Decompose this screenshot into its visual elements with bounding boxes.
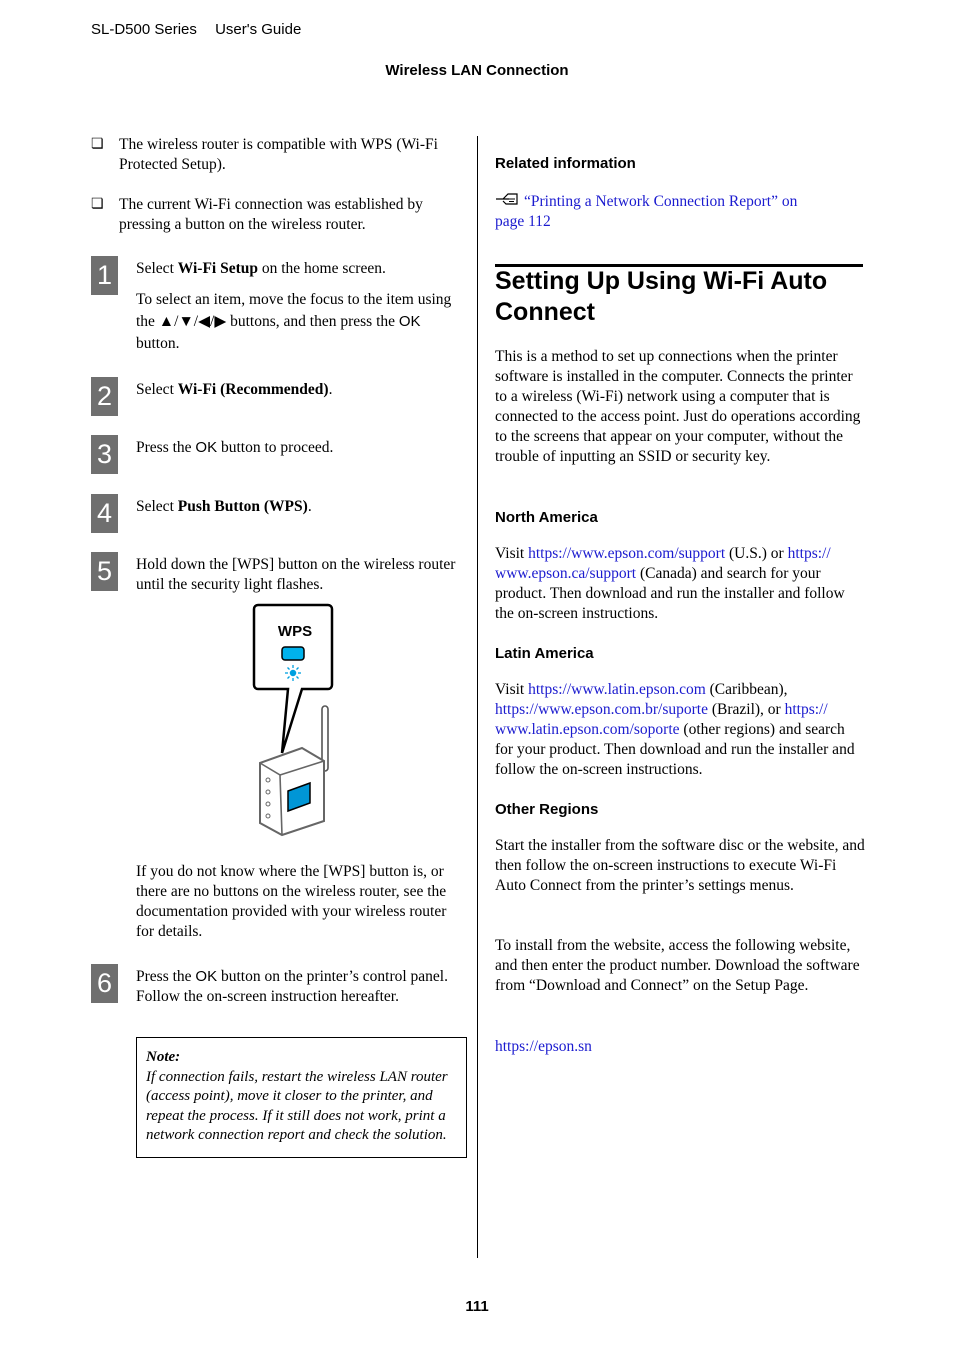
related-link[interactable]: “Printing a Network Connection Report” on page 112 — [495, 193, 798, 230]
epson-ca-link[interactable]: https:// www.epson.ca/support — [495, 545, 831, 582]
section-title: Wireless LAN Connection — [385, 62, 569, 79]
epson-latin-soporte-link[interactable]: https:// www.latin.epson.com/soporte — [495, 701, 828, 738]
epson-latin-link[interactable]: https://www.latin.epson.com — [528, 681, 706, 698]
wps-router-illustration — [250, 603, 340, 838]
step-text: Select Push Button (WPS). — [136, 498, 312, 515]
step-number: 6 — [91, 964, 118, 1003]
checkbox-text: The wireless router is compatible with WPS (Wi-Fi Protected Setup). — [119, 136, 438, 173]
ok-button-glyph: OK — [398, 313, 421, 330]
column-divider — [477, 136, 478, 1258]
page-number: 111 — [465, 1298, 489, 1315]
step-text: Select Wi-Fi Setup on the home screen. — [136, 260, 386, 277]
related-info-title: Related information — [495, 155, 636, 172]
ok-button-glyph: OK — [195, 439, 218, 456]
step-number: 2 — [91, 377, 118, 416]
latin-america-title: Latin America — [495, 645, 594, 662]
checkbox-text: The current Wi-Fi connection was established by pressing a button on the wireless router. — [119, 196, 423, 233]
step-text: Select Wi-Fi (Recommended). — [136, 381, 333, 398]
step-number: 5 — [91, 552, 118, 591]
wps-label: WPS — [277, 623, 313, 640]
pointing-hand-icon — [495, 193, 519, 207]
step-number: 4 — [91, 494, 118, 533]
other-regions-text-1: Start the installer from the software disc or the website, and then follow the on-screen instructions to execute Wi-Fi Auto Connect from the printer’s settings menus. — [495, 837, 865, 894]
wps-button-icon — [282, 647, 304, 660]
epson-brazil-link[interactable]: https://www.epson.com.br/suporte — [495, 701, 708, 718]
epson-sn-link[interactable]: https://epson.sn — [495, 1038, 592, 1055]
step-text: Hold down the [WPS] button on the wireless router until the security light flashes. — [136, 556, 456, 593]
checkbox-icon: ❏ — [91, 197, 104, 212]
step-detail: To select an item, move the focus to the item using the ▲/▼/◀/▶ buttons, and then press the OK button. — [136, 291, 452, 352]
guide-name: User's Guide — [215, 21, 302, 38]
note-title: Note: — [146, 1049, 181, 1065]
step-text: Press the OK button on the printer’s control panel. Follow the on-screen instruction hereafter. — [136, 968, 448, 1005]
north-america-text: Visit https://www.epson.com/support (U.S.) or https:// www.epson.ca/support (Canada) and search for your product. Then download and run the installer and follow the on-screen instructions. — [495, 545, 845, 622]
step-text: Press the OK button to proceed. — [136, 439, 334, 456]
north-america-title: North America — [495, 509, 598, 526]
router-help-text: If you do not know where the [WPS] button is, or there are no buttons on the wireless router, see the documentation provided with your wireless router for details. — [136, 863, 447, 940]
ok-button-glyph: OK — [195, 968, 218, 985]
epson-us-link[interactable]: https://www.epson.com/support — [528, 545, 726, 562]
product-name: SL-D500 Series — [91, 21, 197, 38]
other-regions-text-2: To install from the website, access the following website, and then enter the product number. Download the software from “Download and Connect” on the Setup Page. — [495, 937, 860, 994]
note-text: If connection fails, restart the wireless LAN router (access point), move it closer to the printer, and repeat the process. If it still does not work, print a network connection report and check the solution. — [146, 1068, 448, 1143]
running-header — [91, 21, 315, 38]
step-number: 3 — [91, 435, 118, 474]
checkbox-icon: ❏ — [91, 137, 104, 152]
step-number: 1 — [91, 256, 118, 295]
other-regions-title: Other Regions — [495, 801, 599, 818]
section-heading: Setting Up Using Wi-Fi Auto Connect — [495, 267, 828, 326]
note-box — [136, 1037, 467, 1158]
latin-america-text: Visit https://www.latin.epson.com (Caribbean), https://www.epson.com.br/suporte (Brazil), or https:// www.latin.epson.com/soporte (other regions) and search for your product. Then download and run the installer and follow the on-screen instructions. — [495, 681, 855, 778]
intro-paragraph: This is a method to set up connections when the printer software is installed in the computer. Connects the printer to a wireless (Wi-Fi) network using a computer that is connected to the access point. Just do operations according to the screens that appear on your computer, without the trouble of inputting an SSID or security key. — [495, 348, 861, 465]
